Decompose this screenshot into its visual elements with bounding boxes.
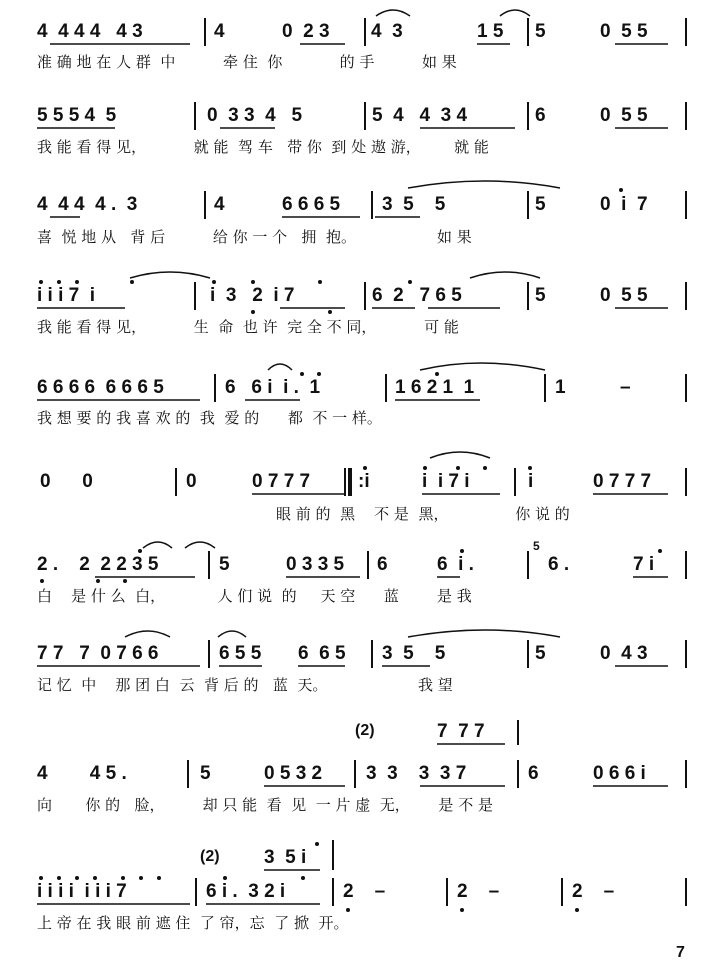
octave-dots <box>39 188 662 912</box>
note-group: 4 4 4 4 . 3 <box>37 194 138 215</box>
note-group: 5 <box>219 554 230 575</box>
note-group: 5 <box>535 194 546 215</box>
note-group: 2 – <box>343 881 386 902</box>
note-group: 1 5 <box>477 21 504 42</box>
note-group: 5 5 5 4 5 <box>37 105 117 126</box>
note-group: 3 5 5 <box>382 194 446 215</box>
ties <box>125 10 560 637</box>
note-group: 0 3 3 5 <box>286 554 345 575</box>
note-group: 0 3 3 4 5 <box>207 105 303 126</box>
note-group: 5 4 4 3 4 <box>372 105 468 126</box>
note-group: i i i i i i i 7 <box>37 881 127 902</box>
note-group: – <box>620 377 631 398</box>
note-group: 0 5 5 <box>600 105 648 126</box>
note-group: 6 5 5 <box>219 643 262 664</box>
note-group: 6 . <box>548 554 570 575</box>
lyric-line: 准 确 地 在 人 群 中 牵 住 你 的 手 如 果 <box>37 53 457 71</box>
lyric-line: 喜 悦 地 从 背 后 给 你 一 个 拥 抱。 如 果 <box>37 228 472 246</box>
note-group: 5 <box>200 763 211 784</box>
note-group: 7 7 7 0 7 6 6 <box>37 643 159 664</box>
variant-notes: 3 5 i <box>264 847 307 868</box>
note-group: 0 5 3 2 <box>264 763 323 784</box>
note-group: 6 i . 3 2 i <box>206 881 286 902</box>
note-group: 4 <box>214 194 225 215</box>
note-group: 0 i 7 <box>600 194 648 215</box>
note-group: 6 i . <box>437 554 474 575</box>
note-group: 4 3 <box>371 21 403 42</box>
lyric-line: 我 能 看 得 见， 生 命 也 许 完 全 不 同， 可 能 <box>37 318 459 336</box>
note-group: 4 <box>214 21 225 42</box>
variant-label: (2) <box>355 722 375 739</box>
note-group: 6 <box>535 105 546 126</box>
lyric-line: 白 是 什 么 白， 人 们 说 的 天 空 蓝 是 我 <box>37 587 472 605</box>
note-group: 5 <box>535 285 546 306</box>
note-group: 4 4 4 4 4 3 <box>37 21 143 42</box>
note-group: 7 i <box>633 554 655 575</box>
lyric-line: 眼 前 的 黑 不 是 黑， 你 说 的 <box>276 505 570 523</box>
note-group: i i 7 i <box>422 471 470 492</box>
note-group: 0 <box>186 471 197 492</box>
note-group: i i i 7 i <box>37 285 96 306</box>
note-group: 0 7 7 7 <box>593 471 652 492</box>
note-group: 0 2 3 <box>282 21 330 42</box>
note-group: i <box>528 471 534 492</box>
variant-notes: 7 7 7 <box>437 721 485 742</box>
note-group: 5 <box>535 643 546 664</box>
lyric-line: 我 想 要 的 我 喜 欢 的 我 爱 的 都 不 一 样。 <box>37 409 382 427</box>
note-group: 2 . 2 2 2 3 5 <box>37 554 159 575</box>
note-group: 6 <box>377 554 388 575</box>
repeat-sign <box>345 468 350 496</box>
note-group: 3 5 5 <box>382 643 446 664</box>
page-number: 7 <box>676 944 685 961</box>
note-group: 6 6 i i . 1 <box>225 377 321 398</box>
note-group: 4 4 5 . <box>37 763 127 784</box>
note-group: 0 5 5 <box>600 21 648 42</box>
note-group: 0 6 6 i <box>593 763 646 784</box>
note-group: 1 6 2 1 1 <box>395 377 475 398</box>
note-group: 3 3 3 3 7 <box>366 763 467 784</box>
grace-note: 5 <box>533 539 540 553</box>
lyric-line: 我 能 看 得 见， 就 能 驾 车 带 你 到 处 遨 游， 就 能 <box>37 138 489 156</box>
note-group: 6 <box>528 763 539 784</box>
note-group: 6 6 6 6 6 6 6 5 <box>37 377 164 398</box>
note-group: 5 <box>535 21 546 42</box>
note-group: 0 0 <box>40 471 93 492</box>
note-group: 6 2 7 6 5 <box>372 285 462 306</box>
lyric-line: 记 忆 中 那 团 白 云 背 后 的 蓝 天。 我 望 <box>37 676 453 694</box>
barlines <box>176 18 686 906</box>
note-group: 1 <box>555 377 566 398</box>
note-group: :i <box>358 471 370 492</box>
note-group: 0 4 3 <box>600 643 648 664</box>
note-group: 6 6 6 5 <box>282 194 341 215</box>
note-group: i 3 2 i 7 <box>210 285 295 306</box>
lyric-line: 上 帝 在 我 眼 前 遮 住 了 帘，忘 了 掀 开。 <box>37 914 349 932</box>
note-group: 2 – <box>572 881 615 902</box>
note-group: 0 7 7 7 <box>252 471 311 492</box>
variant-label: (2) <box>200 848 220 865</box>
note-group: 0 5 5 <box>600 285 648 306</box>
note-group: 6 6 5 <box>298 643 346 664</box>
rhythm-underlines <box>37 44 668 904</box>
note-group: 2 – <box>457 881 500 902</box>
lyric-line: 向 你 的 脸， 却 只 能 看 见 一 片 虚 无， 是 不 是 <box>37 796 493 814</box>
